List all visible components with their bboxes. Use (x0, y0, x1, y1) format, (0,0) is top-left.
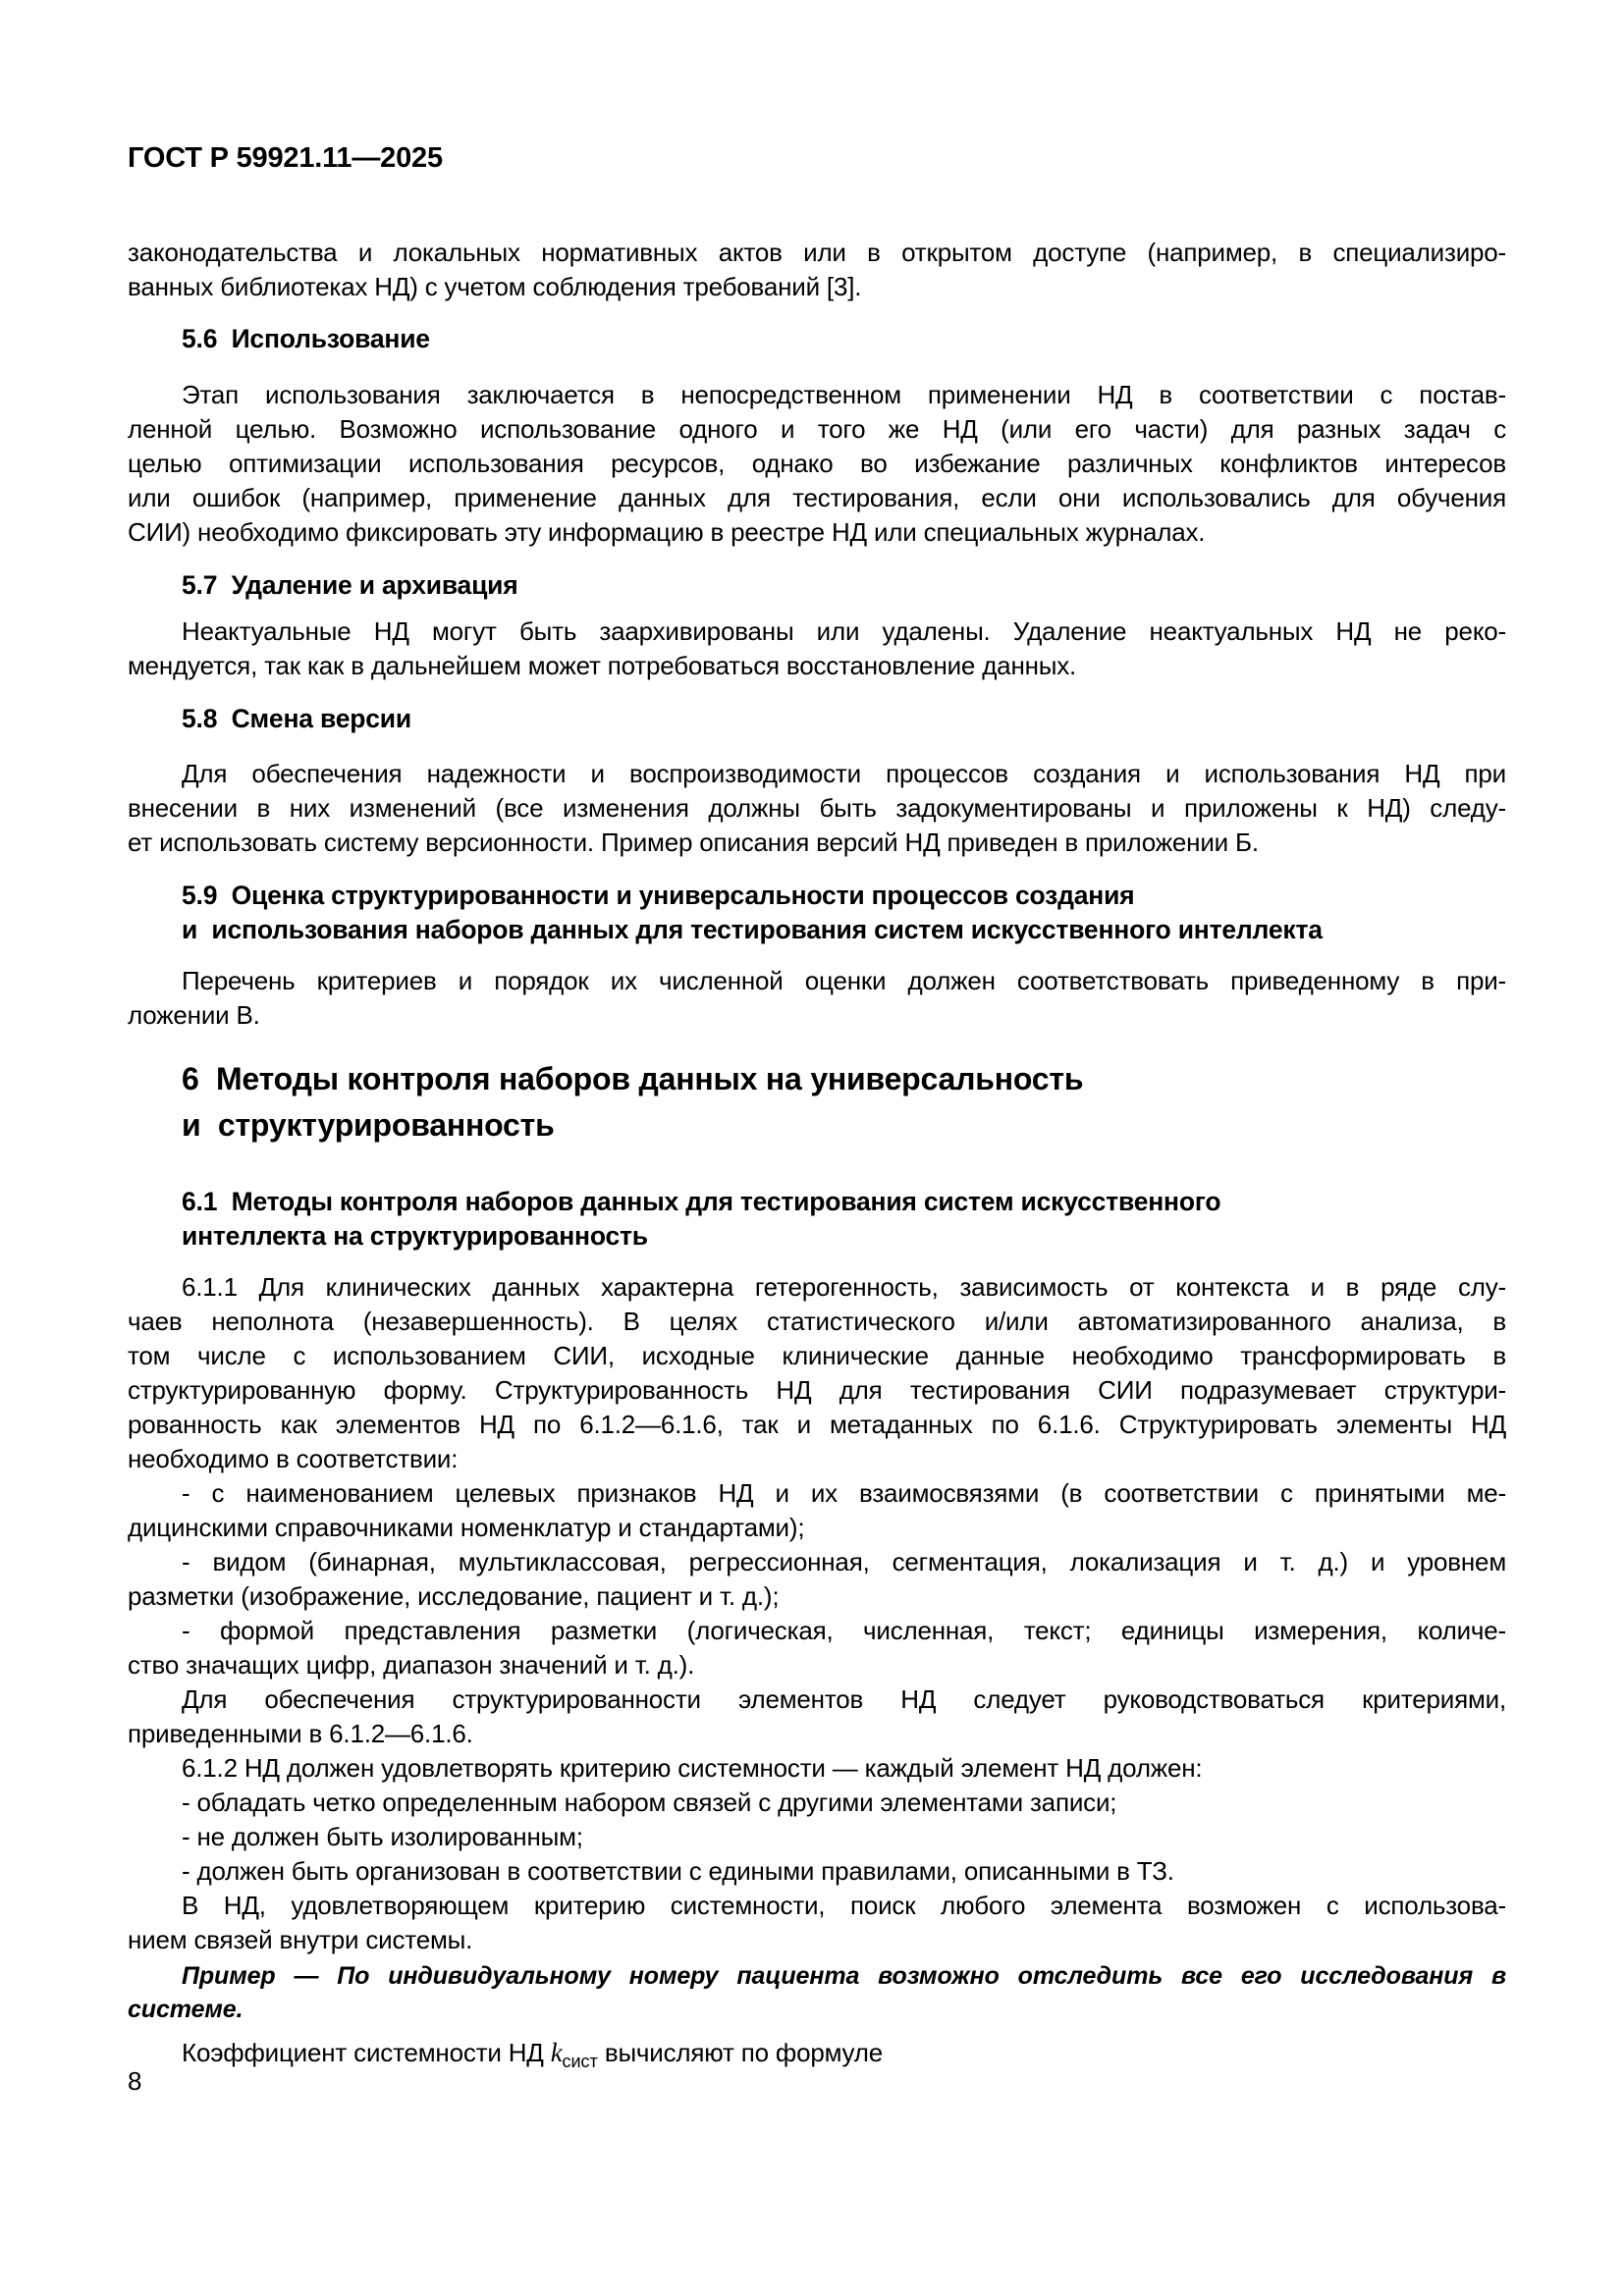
heading-5-6: 5.6 Использование (182, 324, 430, 353)
paragraph-line: приведенными в 6.1.2—6.1.6. (128, 1719, 473, 1748)
paragraph-line: ложении В. (128, 1000, 260, 1030)
section-5-7 (128, 568, 1506, 603)
section-6-1 (128, 1185, 1506, 1254)
heading-6-line: 6 Методы контроля наборов данных на универсальность (182, 1061, 1084, 1096)
section-6-1-body (128, 1270, 1506, 1957)
paragraph-5-6 (128, 378, 1506, 550)
paragraph-line: Для обеспечения структурированности элементов НД следует руководствоваться критериями, (182, 1684, 1506, 1714)
paragraph-line: нием связей внутри системы. (128, 1925, 473, 1954)
heading-6-line: и структурированность (182, 1107, 555, 1143)
heading-5-8: 5.8 Смена версии (182, 704, 411, 733)
paragraph-line: том числе с использованием СИИ, исходные клинические данные необходимо трансформировать в (128, 1341, 1506, 1370)
heading-5-7: 5.7 Удаление и архивация (182, 570, 518, 600)
bullet-item-line: - видом (бинарная, мультиклассовая, регрессионная, сегментация, локализация и т. д.) и уровнем (182, 1547, 1506, 1576)
heading-5-9-line: и использования наборов данных для тестирования систем искусственного интеллекта (182, 915, 1323, 944)
bullet-item-line: разметки (изображение, исследование, пациент и т. д.); (128, 1581, 780, 1611)
page-number-block (128, 2066, 1506, 2097)
paragraph-line: рованность как элементов НД по 6.1.2—6.1.6, так и метаданных по 6.1.6. Структурировать элементы НД (128, 1410, 1506, 1439)
paragraph-line: Для обеспечения надежности и воспроизводимости процессов создания и использования НД при (182, 759, 1506, 788)
bullet-item-line: - должен быть организован в соответствии с едиными правилами, описанными в ТЗ. (182, 1856, 1174, 1886)
example-line: Пример — По индивидуальному номеру пациента возможно отследить все его исследования в (182, 1962, 1506, 1990)
example-line: системе. (128, 1996, 244, 2023)
running-header-block (128, 142, 1506, 175)
paragraph-line: В НД, удовлетворяющем критерию системности, поиск любого элемента возможен с использова- (182, 1891, 1506, 1920)
paragraph-line: ванных библиотеках НД) с учетом соблюдения требований [3]. (128, 272, 862, 301)
paragraph-line: Неактуальные НД могут быть заархивированы или удалены. Удаление неактуальных НД не реко- (182, 616, 1506, 646)
section-5-6 (128, 322, 1506, 356)
formula-intro-suffix: вычисляют по формуле (597, 2038, 884, 2067)
bullet-item-line: дицинскими справочниками номенклатур и стандартами); (128, 1513, 805, 1542)
paragraph-line: ленной целью. Возможно использование одного и того же НД (или его части) для разных задач с (128, 414, 1506, 444)
bullet-item-line: - с наименованием целевых признаков НД и их взаимосвязями (в соответствии с принятыми ме- (182, 1478, 1506, 1508)
k-subscript: сист (562, 2052, 598, 2071)
paragraph-line: или ошибок (например, применение данных для тестирования, если они использовались для обучения (128, 483, 1506, 512)
section-6 (128, 1056, 1506, 1148)
paragraph-line: Этап использования заключается в непосредственном применении НД в соответствии с постав- (182, 380, 1506, 409)
paragraph-5-9 (128, 964, 1506, 1033)
example-paragraph (128, 1959, 1506, 2026)
paragraph-line: СИИ) необходимо фиксировать эту информацию в реестре НД или специальных журналах. (128, 517, 1206, 547)
paragraph-line: Перечень критериев и порядок их численной оценки должен соответствовать приведенному в при- (182, 966, 1506, 995)
continuation-paragraph (128, 236, 1506, 304)
bullet-item-line: ство значащих цифр, диапазон значений и т. д.). (128, 1650, 695, 1680)
paragraph-5-8 (128, 757, 1506, 860)
paragraph-line: мендуется, так как в дальнейшем может потребоваться восстановление данных. (128, 651, 1077, 680)
section-5-9 (128, 879, 1506, 947)
paragraph-line: ет использовать систему версионности. Пример описания версий НД приведен в приложении Б. (128, 828, 1259, 857)
section-5-8 (128, 702, 1506, 736)
page-number: 8 (128, 2066, 142, 2096)
paragraph-line: необходимо в соответствии: (128, 1444, 459, 1473)
formula-intro-prefix: Коэффициент системности НД (182, 2038, 551, 2067)
paragraph-line: чаев неполнота (незавершенность). В целях статистического и/или автоматизированного анализа, в (128, 1307, 1506, 1336)
heading-6-1-line: 6.1 Методы контроля наборов данных для тестирования систем искусственного (182, 1187, 1221, 1216)
paragraph-line: 6.1.1 Для клинических данных характерна гетерогенность, зависимость от контекста и в ряде слу- (182, 1272, 1506, 1302)
paragraph-line: законодательства и локальных нормативных актов или в открытом доступе (например, в специализиро- (128, 238, 1506, 267)
bullet-item-line: - не должен быть изолированным; (182, 1822, 583, 1851)
bullet-item-line: - формой представления разметки (логическая, численная, текст; единицы измерения, количе- (182, 1616, 1506, 1645)
heading-6-1-line: интеллекта на структурированность (182, 1221, 648, 1251)
paragraph-line: структурированную форму. Структурированность НД для тестирования СИИ подразумевает структури- (128, 1375, 1506, 1405)
paragraph-5-7 (128, 614, 1506, 683)
bullet-item-line: - обладать четко определенным набором связей с другими элементами записи; (182, 1788, 1117, 1817)
running-header: ГОСТ Р 59921.11—2025 (128, 142, 443, 174)
paragraph-line: внесении в них изменений (все изменения должны быть задокументированы и приложены к НД) следу- (128, 793, 1506, 823)
k-variable: k (550, 2038, 563, 2067)
heading-5-9-line: 5.9 Оценка структурированности и универсальности процессов создания (182, 881, 1135, 910)
paragraph-line: целью оптимизации использования ресурсов, однако во избежание различных конфликтов интересов (128, 449, 1506, 478)
paragraph-line: 6.1.2 НД должен удовлетворять критерию системности — каждый элемент НД должен: (182, 1753, 1203, 1783)
